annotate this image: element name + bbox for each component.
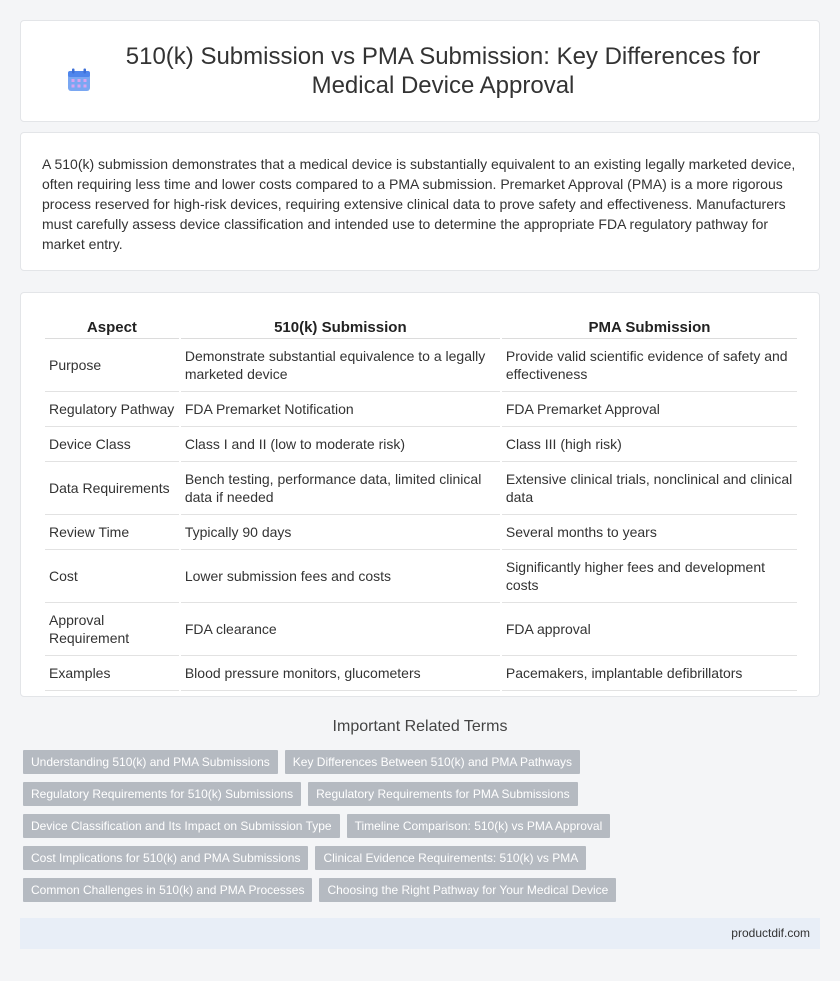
intro-paragraph: A 510(k) submission demonstrates that a medical device is substantially equivalent to an existing legally marketed device, often requiring less time and lower costs compared to a PMA submission. Premarket Approval (PMA) is a more rigorous process reserved for high-risk devices, requiring extensive clinical data to prove safety and effectiveness. Manufacturers must carefully assess device classification and intended use to determine the appropriate FDA regulatory pathway for market entry.: [42, 156, 796, 252]
cell-aspect: Purpose: [45, 339, 179, 392]
cell-aspect: Regulatory Pathway: [45, 392, 179, 427]
footer-site: productdif.com: [731, 926, 810, 940]
related-term-link[interactable]: Clinical Evidence Requirements: 510(k) vs PMA: [315, 846, 586, 870]
cell-510k: FDA Premarket Notification: [181, 392, 500, 427]
cell-aspect: Cost: [45, 550, 179, 603]
related-term-link[interactable]: Regulatory Requirements for 510(k) Submissions: [23, 782, 301, 806]
related-term-link[interactable]: Key Differences Between 510(k) and PMA Pathways: [285, 750, 580, 774]
table-row: [45, 515, 797, 550]
tag-row: [23, 750, 823, 774]
cell-aspect: Examples: [45, 656, 179, 691]
related-term-link[interactable]: Understanding 510(k) and PMA Submissions: [23, 750, 278, 774]
cell-pma: Several months to years: [502, 515, 797, 550]
related-term-link[interactable]: Choosing the Right Pathway for Your Medical Device: [319, 878, 616, 902]
header-aspect: Aspect: [45, 313, 179, 339]
cell-pma: Provide valid scientific evidence of safety and effectiveness: [502, 339, 797, 392]
comparison-card: [20, 292, 820, 697]
table-body: [45, 339, 797, 691]
cell-510k: Demonstrate substantial equivalence to a legally marketed device: [181, 339, 500, 392]
cell-510k: Typically 90 days: [181, 515, 500, 550]
table-row: [45, 339, 797, 392]
page-title: 510(k) Submission vs PMA Submission: Key Differences for Medical Device Approval: [125, 43, 761, 99]
footer: [20, 918, 820, 949]
table-row: [45, 462, 797, 515]
cell-pma: Significantly higher fees and development costs: [502, 550, 797, 603]
cell-aspect: Device Class: [45, 427, 179, 462]
cell-510k: Blood pressure monitors, glucometers: [181, 656, 500, 691]
cell-510k: Bench testing, performance data, limited clinical data if needed: [181, 462, 500, 515]
cell-aspect: Review Time: [45, 515, 179, 550]
table-header-row: [45, 313, 797, 339]
table-row: [45, 392, 797, 427]
calendar-icon: [67, 68, 91, 92]
title-wrapper: [67, 42, 773, 100]
related-terms-list: [23, 750, 823, 910]
cell-pma: Pacemakers, implantable defibrillators: [502, 656, 797, 691]
cell-pma: FDA approval: [502, 603, 797, 656]
table-row: [45, 603, 797, 656]
related-term-link[interactable]: Timeline Comparison: 510(k) vs PMA Approval: [347, 814, 611, 838]
related-term-link[interactable]: Cost Implications for 510(k) and PMA Submissions: [23, 846, 308, 870]
comparison-table: [43, 313, 799, 691]
intro-card: [20, 132, 820, 271]
cell-pma: Extensive clinical trials, nonclinical and clinical data: [502, 462, 797, 515]
title-card: [20, 20, 820, 122]
tag-row: [23, 878, 823, 902]
header-pma: PMA Submission: [502, 313, 797, 339]
tag-row: [23, 846, 823, 870]
related-term-link[interactable]: Regulatory Requirements for PMA Submissions: [308, 782, 577, 806]
tag-row: [23, 782, 823, 806]
cell-510k: Class I and II (low to moderate risk): [181, 427, 500, 462]
cell-pma: FDA Premarket Approval: [502, 392, 797, 427]
tag-row: [23, 814, 823, 838]
table-row: [45, 427, 797, 462]
cell-510k: FDA clearance: [181, 603, 500, 656]
cell-510k: Lower submission fees and costs: [181, 550, 500, 603]
cell-pma: Class III (high risk): [502, 427, 797, 462]
table-row: [45, 656, 797, 691]
related-term-link[interactable]: Device Classification and Its Impact on Submission Type: [23, 814, 340, 838]
table-row: [45, 550, 797, 603]
header-510k: 510(k) Submission: [181, 313, 500, 339]
related-terms-heading: Important Related Terms: [332, 718, 508, 735]
related-term-link[interactable]: Common Challenges in 510(k) and PMA Processes: [23, 878, 312, 902]
cell-aspect: Approval Requirement: [45, 603, 179, 656]
cell-aspect: Data Requirements: [45, 462, 179, 515]
